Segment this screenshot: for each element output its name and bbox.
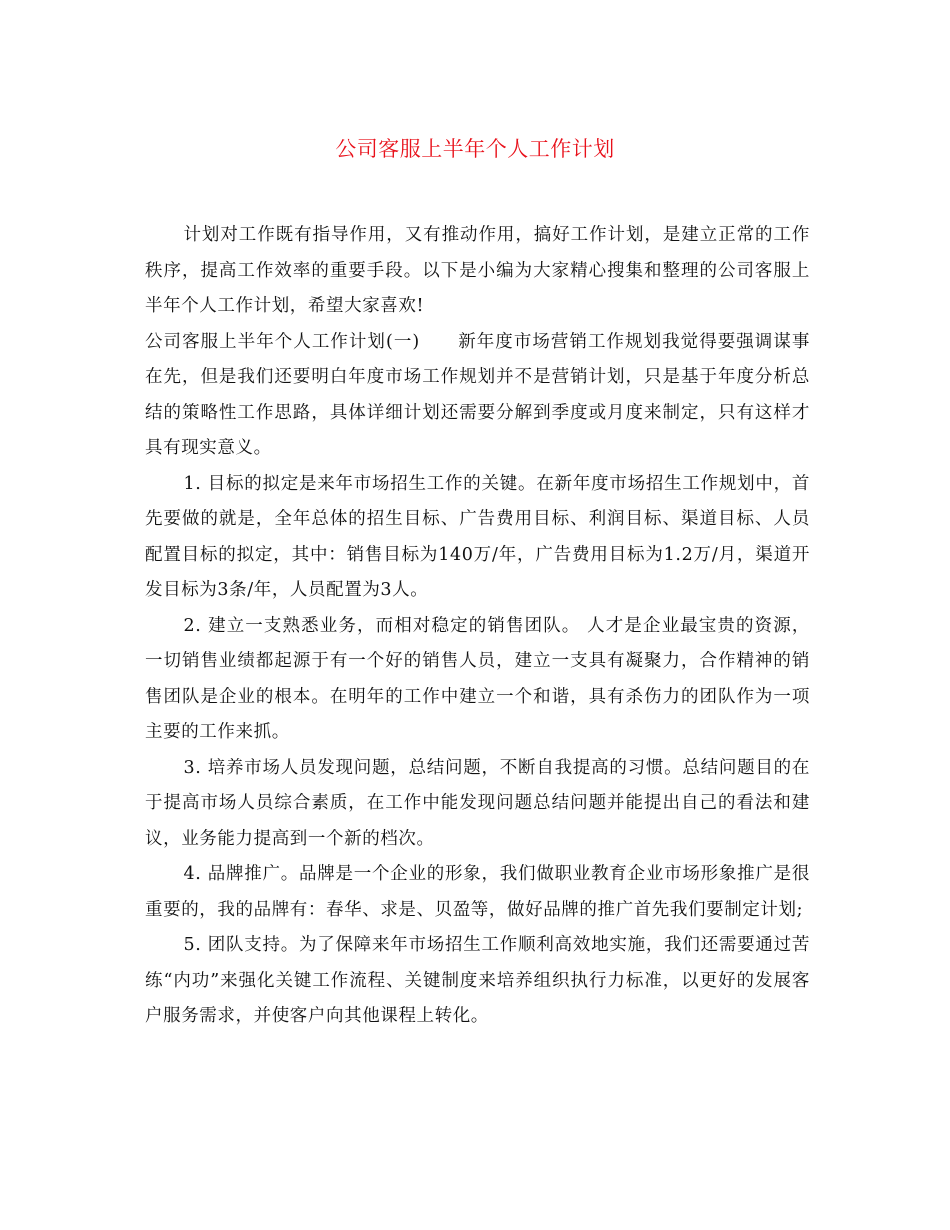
list-item-2: 2. 建立一支熟悉业务，而相对稳定的销售团队。 人才是企业最宝贵的资源，一切销售业绩都起源于有一个好的销售人员，建立一支具有凝聚力，合作精神的销售团队是企业的根本。在明年的工作中建立一个和谐，具有杀伤力的团队作为一项主要的工作来抓。 xyxy=(145,615,810,742)
intro-paragraph: 计划对工作既有指导作用，又有推动作用，搞好工作计划，是建立正常的工作秩序，提高工作效率的重要手段。以下是小编为大家精心搜集和整理的公司客服上半年个人工作计划，希望大家喜欢! xyxy=(145,225,810,316)
list-item-4: 4. 品牌推广。品牌是一个企业的形象，我们做职业教育企业市场形象推广是很重要的，我的品牌有：春华、求是、贝盈等，做好品牌的推广首先我们要制定计划; xyxy=(145,864,810,920)
list-item-5: 5. 团队支持。为了保障来年市场招生工作顺利高效地实施，我们还需要通过苦练“内功”来强化关键工作流程、关键制度来培养组织执行力标准，以更好的发展客户服务需求，并使客户向其他课程上转化。 xyxy=(145,935,810,1026)
section-lead: 新年度市场营销工作规划我觉得要强调谋事在先，但是我们还要明白年度市场工作规划并不是营销计划，只是基于年度分析总结的策略性工作思路，具体详细计划还需要分解到季度或月度来制定，只有这样才具有现实意义。 xyxy=(145,331,810,458)
document-body xyxy=(145,218,810,1035)
document-title: 公司客服上半年个人工作计划 xyxy=(335,137,615,161)
list-item-3: 3. 培养市场人员发现问题，总结问题，不断自我提高的习惯。总结问题目的在于提高市场人员综合素质，在工作中能发现问题总结问题并能提出自己的看法和建议，业务能力提高到一个新的档次。 xyxy=(145,757,810,849)
section-title: 公司客服上半年个人工作计划(一) xyxy=(145,331,420,352)
list-item-1: 1. 目标的拟定是来年市场招生工作的关键。在新年度市场招生工作规划中，首先要做的就是，全年总体的招生目标、广告费用目标、利润目标、渠道目标、人员配置目标的拟定，其中：销售目标为140万/年，广告费用目标为1.2万/月，渠道开发目标为3条/年，人员配置为3人。 xyxy=(145,473,810,600)
section-paragraph xyxy=(145,325,810,467)
